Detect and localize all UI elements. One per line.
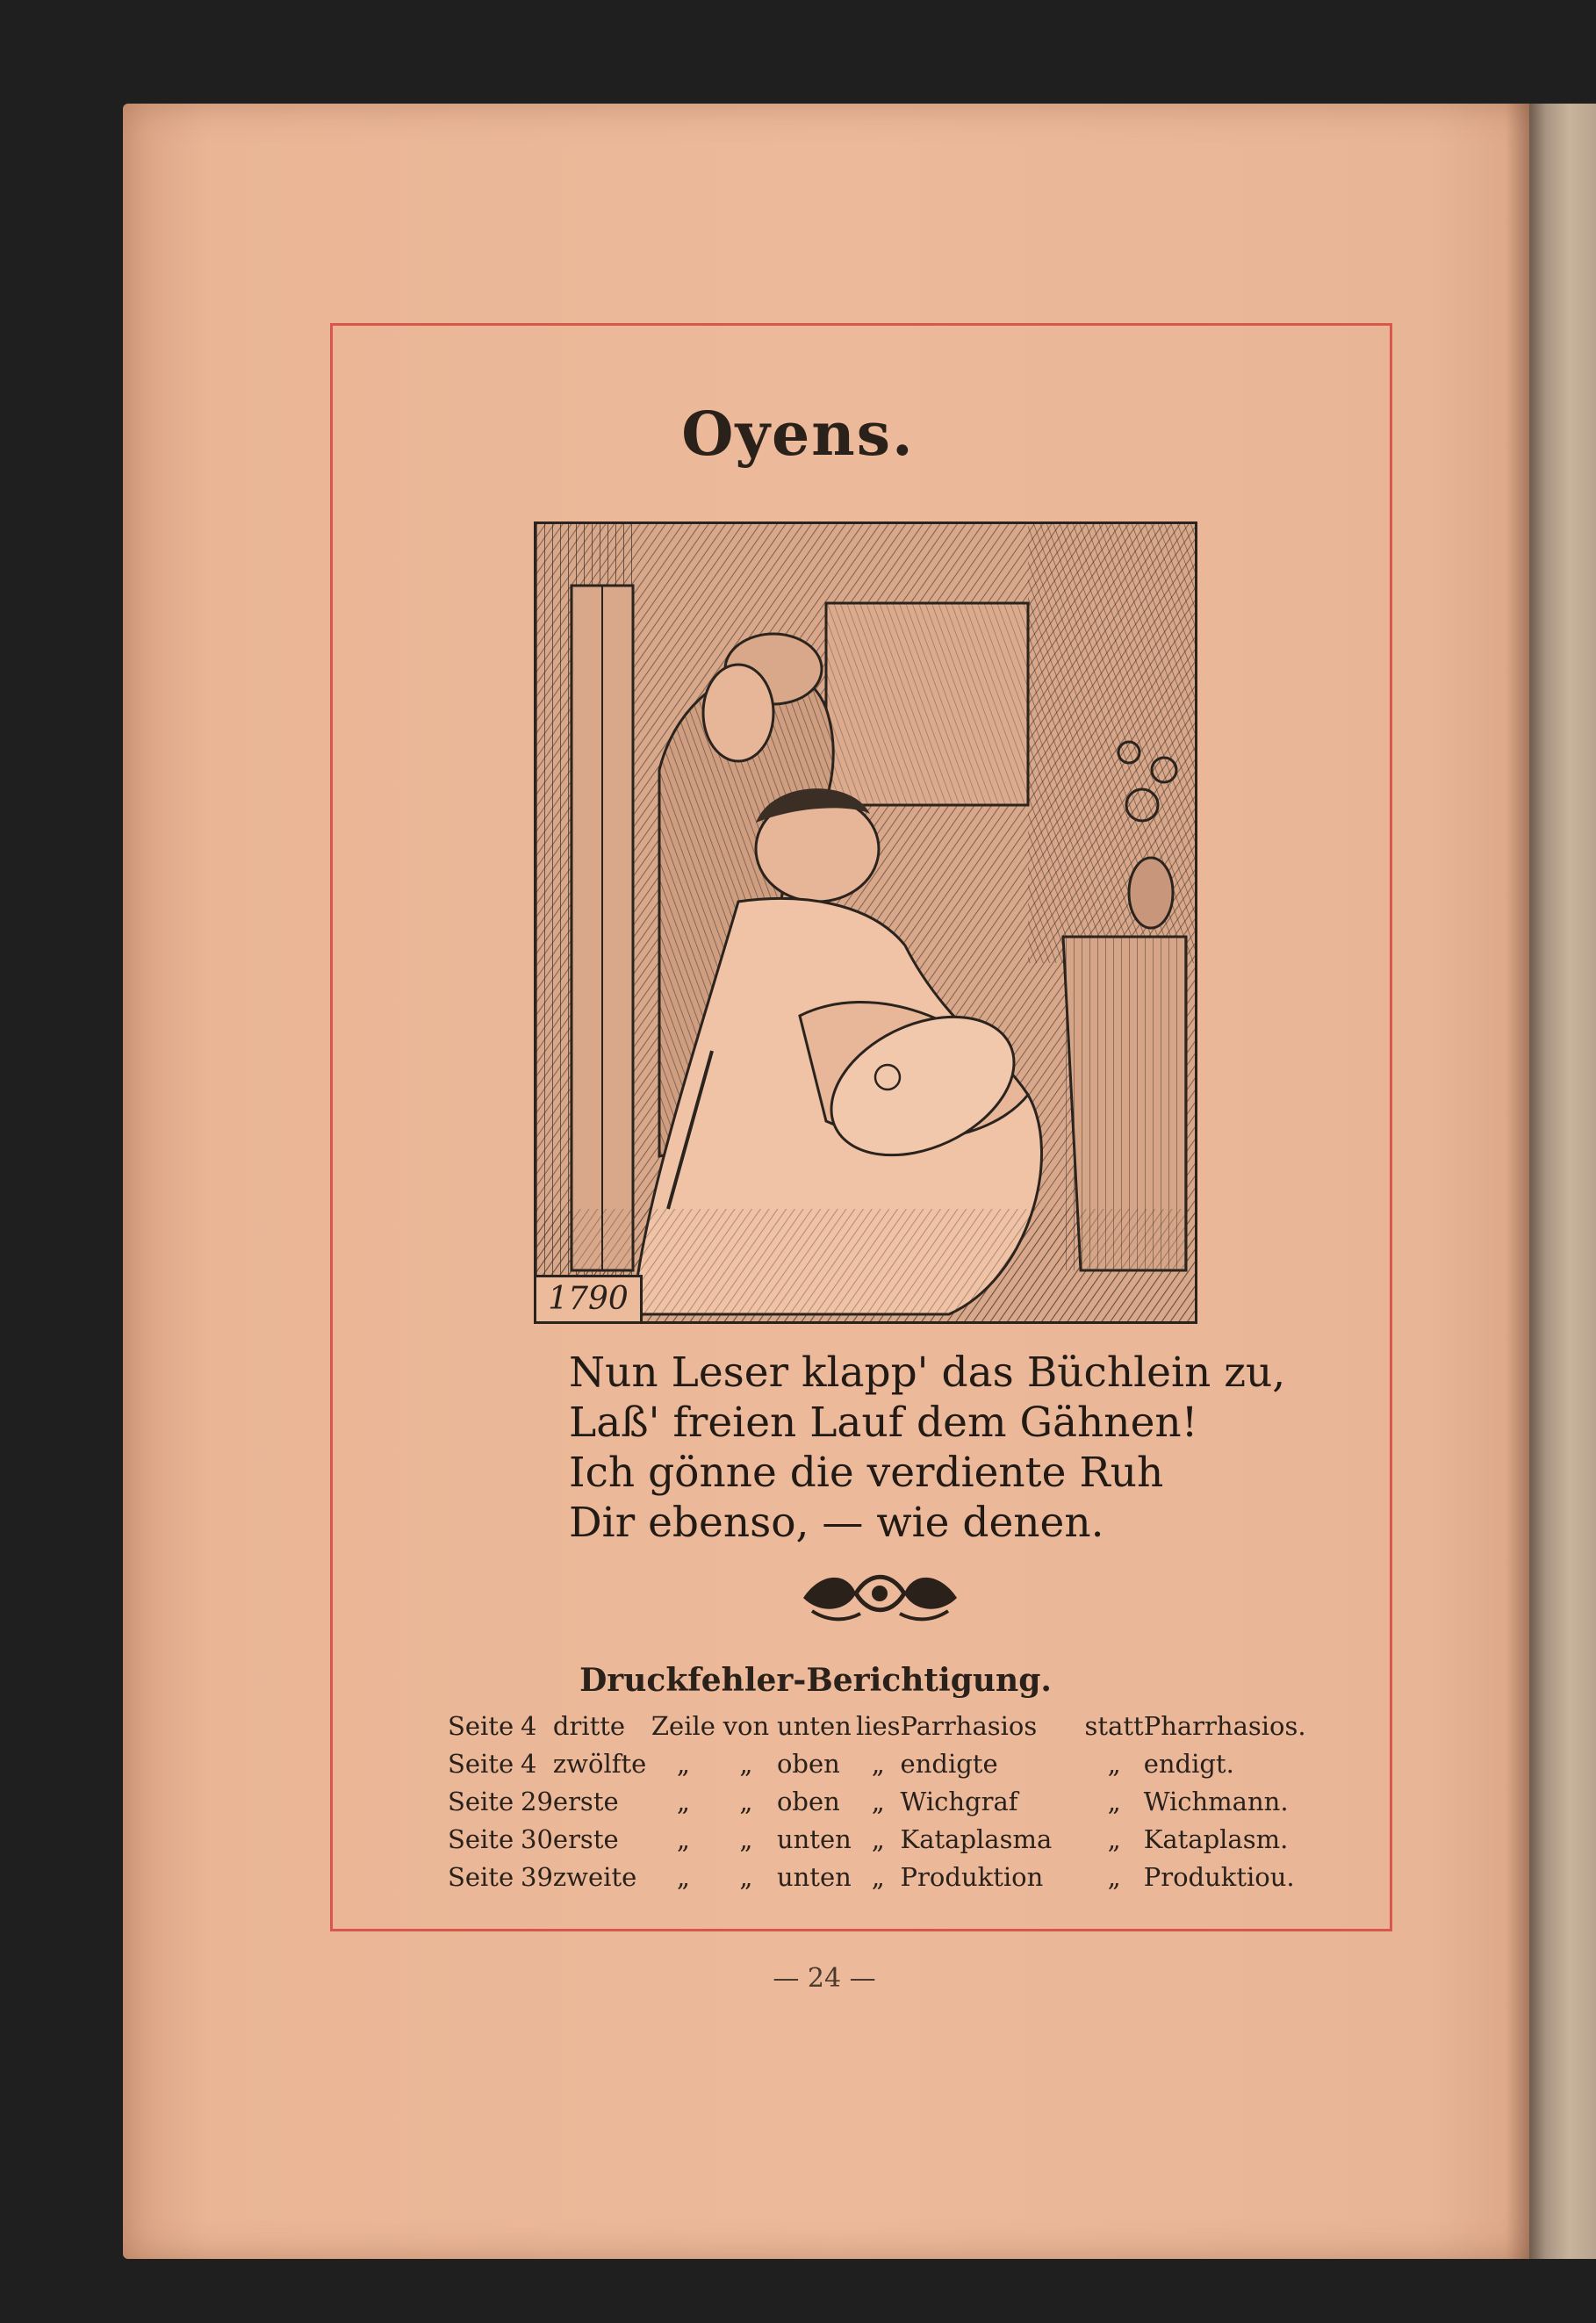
errata-cell: Parrhasios — [900, 1710, 1038, 1741]
errata-cell: 4 — [521, 1710, 537, 1741]
errata-cell: unten — [776, 1823, 852, 1854]
errata-cell: 29 — [521, 1786, 553, 1816]
errata-row — [448, 1707, 1306, 1744]
errata-cell: 4 — [521, 1748, 537, 1779]
errata-cell: „ — [676, 1861, 690, 1892]
errata-title: Druckfehler-Berichtigung. — [579, 1662, 1052, 1699]
errata-cell: zwölfte — [552, 1748, 647, 1779]
errata-cell: „ — [739, 1823, 753, 1854]
errata-cell: endigte — [900, 1748, 998, 1779]
errata-cell: endigt. — [1143, 1748, 1234, 1779]
errata-cell: zweite — [552, 1861, 637, 1892]
errata-cell: Produktion — [900, 1861, 1044, 1892]
poem-line: Nun Leser klapp' das Büchlein zu, — [569, 1348, 1286, 1397]
errata-cell: „ — [871, 1823, 885, 1854]
poem — [569, 1348, 1285, 1548]
errata-cell: oben — [776, 1748, 840, 1779]
errata-cell: Seite — [448, 1710, 514, 1741]
errata-cell: Seite — [448, 1748, 514, 1779]
errata-cell: „ — [871, 1786, 885, 1816]
errata-cell: Seite — [448, 1823, 514, 1854]
poem-line: Dir ebenso, — wie denen. — [569, 1499, 1104, 1547]
floral-ornament-icon — [794, 1563, 966, 1624]
errata-cell: oben — [776, 1786, 840, 1816]
errata-cell: Seite — [448, 1861, 514, 1892]
errata-cell: „ — [1107, 1786, 1121, 1816]
engraving-drawing — [536, 524, 1195, 1321]
errata-cell: „ — [739, 1786, 753, 1816]
errata-cell: Produktiou. — [1143, 1861, 1295, 1892]
errata-cell: 30 — [521, 1823, 553, 1854]
errata-cell: „ — [676, 1786, 690, 1816]
errata-cell: Pharrhasios. — [1143, 1710, 1306, 1741]
errata-cell: dritte — [552, 1710, 626, 1741]
page-title: Oyens. — [681, 399, 915, 470]
poem-line: Ich gönne die verdiente Ruh — [569, 1449, 1164, 1497]
errata-cell: „ — [1107, 1823, 1121, 1854]
page-number: — 24 — — [773, 1963, 876, 1994]
errata-cell: „ — [871, 1861, 885, 1892]
errata-cell: 39 — [521, 1861, 553, 1892]
errata-row — [448, 1744, 1306, 1782]
errata-cell: Wichgraf — [900, 1786, 1018, 1816]
errata-row — [448, 1858, 1306, 1895]
errata-cell: „ — [676, 1748, 690, 1779]
errata-cell: „ — [1107, 1748, 1121, 1779]
errata-cell: erste — [552, 1823, 619, 1854]
errata-table — [448, 1707, 1306, 1895]
year-label: 1790 — [536, 1275, 643, 1321]
errata-cell: Wichmann. — [1143, 1786, 1289, 1816]
errata-cell: „ — [739, 1748, 753, 1779]
errata-cell: unten — [776, 1861, 852, 1892]
errata-cell: „ — [1107, 1861, 1121, 1892]
errata-cell: Kataplasma — [900, 1823, 1053, 1854]
errata-cell: Kataplasm. — [1143, 1823, 1289, 1854]
errata-cell: Seite — [448, 1786, 514, 1816]
errata-cell: statt — [1084, 1710, 1144, 1741]
errata-cell: erste — [552, 1786, 619, 1816]
errata-cell: unten — [776, 1710, 852, 1741]
errata-row — [448, 1782, 1306, 1820]
errata-cell: „ — [676, 1823, 690, 1854]
errata-cell: lies — [855, 1710, 901, 1741]
errata-cell: „ — [739, 1861, 753, 1892]
errata-row — [448, 1820, 1306, 1858]
errata-cell: „ — [871, 1748, 885, 1779]
errata-cell: Zeile — [651, 1710, 715, 1741]
engraving-illustration — [534, 521, 1197, 1324]
errata-cell: von — [723, 1710, 770, 1741]
poem-line: Laß' freien Lauf dem Gähnen! — [569, 1399, 1198, 1447]
